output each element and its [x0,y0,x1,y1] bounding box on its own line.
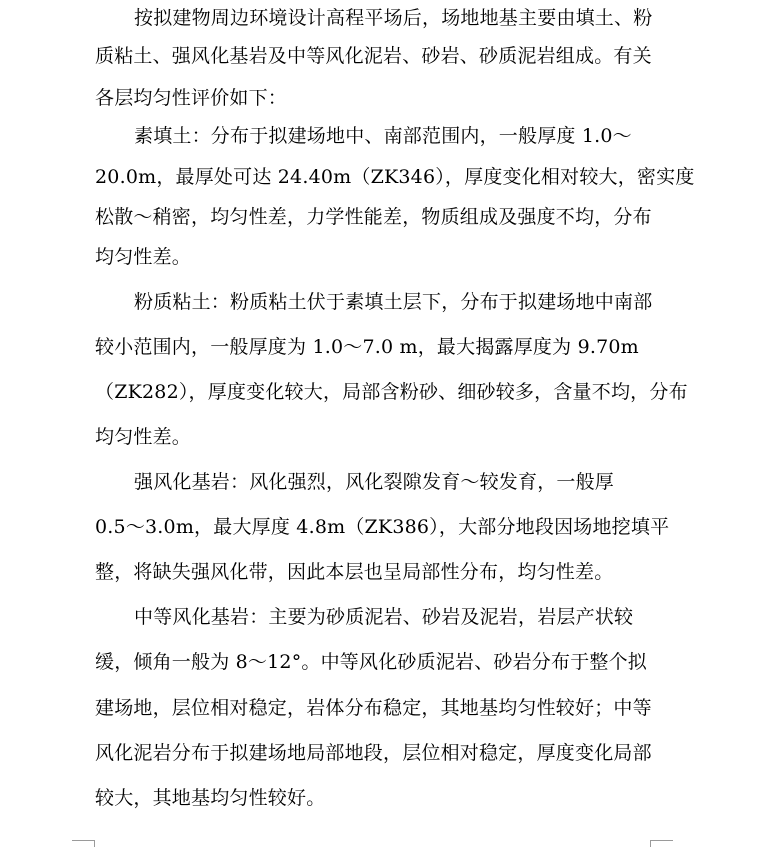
paragraph-moderately-weathered-line-3: 建场地，层位相对稳定，岩体分布稳定，其地基均匀性较好；中等 [95,697,652,719]
paragraph-moderately-weathered-line-4: 风化泥岩分布于拟建场地局部地段，层位相对稳定，厚度变化局部 [95,742,652,764]
paragraph-fill-soil-line-1: 素填土：分布于拟建场地中、南部范围内，一般厚度 1.0～ [134,125,632,147]
paragraph-intro-line-1: 按拟建物周边环境设计高程平场后，场地地基主要由填土、粉 [134,7,653,29]
paragraph-silty-clay-line-1: 粉质粘土：粉质粘土伏于素填土层下，分布于拟建场地中南部 [134,291,653,313]
paragraph-silty-clay-line-2: 较小范围内，一般厚度为 1.0～7.0 m，最大揭露厚度为 9.70m [95,336,639,358]
paragraph-strongly-weathered-line-1: 强风化基岩：风化强烈，风化裂隙发育～较发育，一般厚 [134,471,615,493]
paragraph-moderately-weathered-line-5: 较大，其地基均匀性较好。 [95,787,326,809]
paragraph-silty-clay-line-3: （ZK282），厚度变化较大，局部含粉砂、细砂较多，含量不均，分布 [95,381,688,403]
paragraph-intro-line-2: 质粘土、强风化基岩及中等风化泥岩、砂岩、砂质泥岩组成。有关 [95,45,652,67]
paragraph-silty-clay-line-4: 均匀性差。 [95,426,192,448]
paragraph-intro-line-3: 各层均匀性评价如下： [95,87,288,109]
paragraph-fill-soil-line-3: 松散～稍密，均匀性差，力学性能差，物质组成及强度不均，分布 [95,206,652,228]
paragraph-moderately-weathered-line-2: 缓，倾角一般为 8～12°。中等风化砂质泥岩、砂岩分布于整个拟 [95,651,648,673]
page-corner-mark-right [650,840,673,847]
paragraph-fill-soil-line-2: 20.0m，最厚处可达 24.40m（ZK346），厚度变化相对较大，密实度 [95,166,695,188]
paragraph-moderately-weathered-line-1: 中等风化基岩：主要为砂质泥岩、砂岩及泥岩，岩层产状较 [134,606,634,628]
paragraph-strongly-weathered-line-2: 0.5～3.0m，最大厚度 4.8m（ZK386），大部分地段因场地挖填平 [95,516,670,538]
page-corner-mark-left [72,840,95,847]
paragraph-fill-soil-line-4: 均匀性差。 [95,246,192,268]
paragraph-strongly-weathered-line-3: 整，将缺失强风化带，因此本层也呈局部性分布，均匀性差。 [95,561,614,583]
